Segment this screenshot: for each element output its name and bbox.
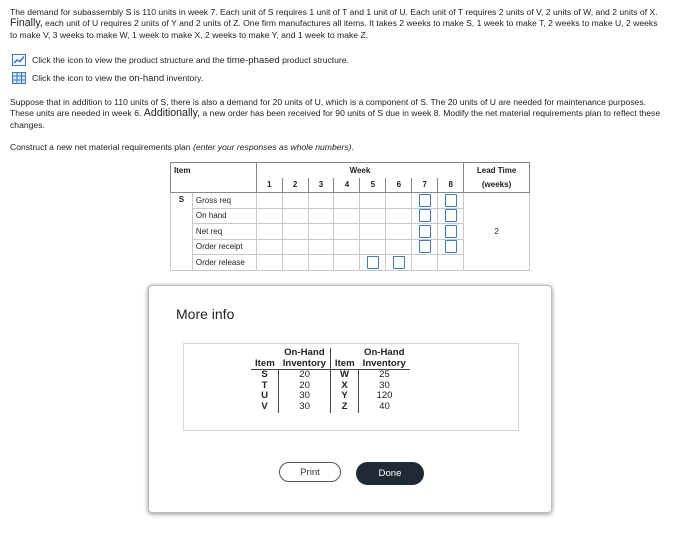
week-5: 5 [360, 178, 386, 193]
scenario-line-2-post: a new order has been received for 90 units of S due in week 8. Modify the net material requirements plan to reflect these [200, 108, 661, 119]
mrp-week-header: Week [256, 163, 463, 178]
inventory-text-big: on-hand [128, 72, 165, 84]
week-1: 1 [256, 178, 282, 193]
gross-req-week8-input[interactable] [445, 194, 457, 207]
col-item-left: Item [251, 348, 279, 370]
order-release-week6-input[interactable] [393, 256, 405, 269]
inv-item: U [251, 391, 279, 402]
inv-qty: 30 [379, 379, 390, 391]
mrp-item-header: Item [171, 163, 257, 178]
inv-item: T [251, 381, 279, 392]
scenario-line-2-pre: These units are needed in week 6. [10, 108, 144, 119]
week-7: 7 [412, 178, 438, 193]
row-label-order-receipt: Order receipt [192, 239, 256, 255]
problem-text [10, 7, 690, 41]
structure-text-big: time-phased [226, 54, 280, 66]
row-label-net-req: Net req [192, 224, 256, 240]
on-hand-week8-input[interactable] [445, 209, 457, 222]
inventory-panel [183, 343, 519, 431]
row-label-on-hand: On hand [192, 208, 256, 224]
on-hand-week7-input[interactable] [419, 209, 431, 222]
row-label-order-release: Order release [192, 255, 256, 271]
inv-qty: 120 [376, 390, 393, 402]
inv-item: Y [330, 391, 358, 402]
inv-qty: 30 [279, 402, 331, 413]
week-4: 4 [334, 178, 360, 193]
mrp-lead-header: Lead Time [464, 163, 530, 178]
col-onhand-left-1: On-Hand [284, 347, 325, 358]
row-label-gross-req: Gross req [192, 193, 256, 209]
inv-item: W [330, 370, 358, 381]
table-icon[interactable] [12, 72, 26, 84]
inv-qty: 20 [279, 381, 331, 392]
structure-text-pre: Click the icon to view the product structure and the [32, 54, 227, 65]
week-8: 8 [438, 178, 464, 193]
scenario-line-1: Suppose that in addition to 110 units of S, there is also a demand for 20 units of U, which is a component of S. The 20 units of U are needed for maintenance purposes. [10, 97, 647, 107]
instruction-text [10, 142, 690, 153]
structure-text-post: product structure. [279, 54, 349, 65]
col-onhand-left-2: Inventory [282, 357, 326, 369]
mrp-item-s: S [171, 193, 193, 271]
product-structure-link[interactable] [12, 54, 349, 66]
problem-line-3: to make V, 3 weeks to make W, 1 week to make X, 2 weeks to make Y, and 1 week to make Z. [10, 29, 369, 40]
mrp-header-row-1 [171, 163, 530, 178]
col-item-right: Item [330, 348, 358, 370]
week-6: 6 [386, 178, 412, 193]
order-receipt-week8-input[interactable] [445, 240, 457, 253]
mrp-table [170, 162, 530, 271]
mrp-lead-time: 2 [464, 193, 530, 271]
done-button[interactable]: Done [356, 462, 424, 485]
week-3: 3 [308, 178, 334, 193]
instruction-main: Construct a new net material requirements plan [10, 142, 193, 152]
instruction-italic: (enter your responses as whole numbers) [192, 142, 352, 152]
inv-item: Z [330, 402, 358, 413]
problem-line-1: The demand for subassembly S is 110 units in week 7. Each unit of S requires 1 unit of T and 1 unit of U. Each unit of T requires 2 units of V, 2 units of W, and 2 units of X. [10, 7, 658, 17]
inv-qty: 40 [379, 400, 390, 412]
inv-item: X [330, 381, 358, 392]
order-release-week5-input[interactable] [367, 256, 379, 269]
problem-finally: Finally, [10, 17, 43, 30]
inv-item: V [251, 402, 279, 413]
inventory-link[interactable] [12, 72, 203, 84]
col-onhand-right-1: On-Hand [363, 347, 405, 358]
inventory-table [251, 348, 410, 413]
inv-item: S [251, 370, 279, 381]
scenario-additionally: Additionally, [143, 107, 201, 120]
scenario-line-3: changes. [10, 119, 45, 130]
problem-line-2: each unit of U requires 2 units of Y and 2 units of Z. One firm manufactures all items. It takes 2 weeks to make S, 1 week to make T, 2 weeks to make U, 2 weeks [42, 18, 658, 29]
gross-req-week7-input[interactable] [419, 194, 431, 207]
more-info-dialog [148, 285, 552, 513]
col-onhand-right-2: Inventory [362, 357, 406, 369]
inventory-text-post: inventory. [164, 72, 204, 83]
inv-qty: 20 [279, 370, 331, 381]
inventory-header-row [251, 348, 410, 370]
inv-qty: 30 [279, 391, 331, 402]
scenario-text [10, 97, 690, 131]
mrp-lead-header-weeks: (weeks) [464, 178, 530, 193]
print-button[interactable]: Print [279, 462, 341, 482]
inventory-row [251, 402, 410, 413]
order-receipt-week7-input[interactable] [419, 240, 431, 253]
instruction-end: . [351, 142, 354, 152]
chart-icon[interactable] [12, 54, 26, 66]
net-req-week8-input[interactable] [445, 225, 457, 238]
net-req-week7-input[interactable] [419, 225, 431, 238]
mrp-header-row-2 [171, 178, 530, 193]
inventory-text-pre: Click the icon to view the [32, 72, 129, 83]
mrp-row-gross-req [171, 193, 530, 209]
col-onhand-left [279, 348, 331, 370]
dialog-title: More info [176, 306, 235, 322]
col-onhand-right [359, 348, 410, 370]
week-2: 2 [282, 178, 308, 193]
inv-qty: 25 [379, 369, 390, 381]
